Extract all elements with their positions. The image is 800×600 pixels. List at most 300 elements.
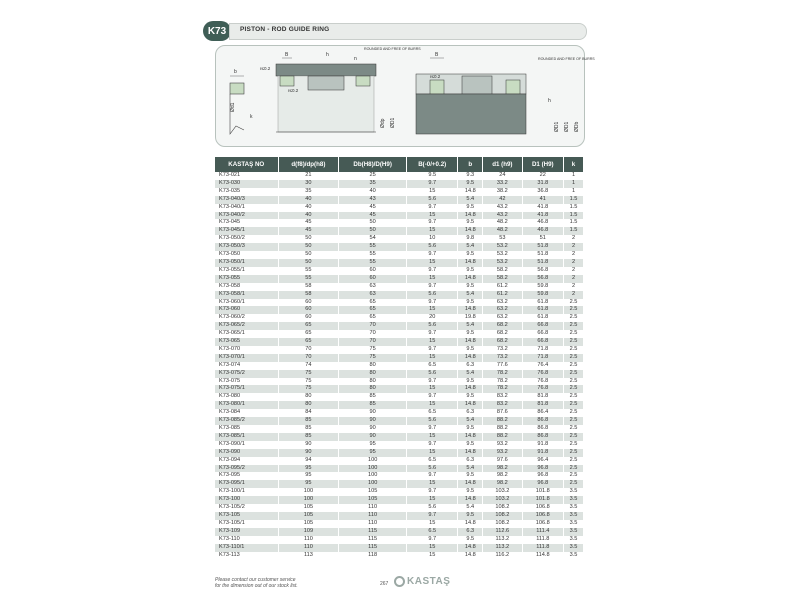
table-cell: 15 [407,275,458,283]
table-cell: 111.8 [522,536,564,544]
table-row [215,536,584,544]
table-row [215,314,584,322]
table-cell: 2.5 [564,417,584,425]
table-cell: 83.2 [483,393,522,401]
table-cell: 110 [278,544,339,552]
table-cell: 73.2 [483,346,522,354]
table-cell: 20 [407,314,458,322]
table-cell: 95 [339,449,407,457]
technical-drawing [215,45,595,147]
page-number: 267 [380,581,389,587]
table-cell: 6.5 [407,362,458,370]
table-cell: 9.5 [458,204,483,212]
table-cell: 5.4 [458,370,483,378]
table-cell: 36.8 [522,188,564,196]
table-cell: 2 [564,243,584,251]
table-cell: 50 [339,227,407,235]
table-cell: 115 [339,544,407,552]
table-cell: 105 [339,488,407,496]
table-cell: 9.7 [407,180,458,188]
table-cell: 15 [407,496,458,504]
part-number-cell: K73-113 [215,552,278,560]
table-cell: 50 [278,259,339,267]
table-header-row [215,157,584,172]
drawing-svg [216,46,595,146]
part-number-cell: K73-060/2 [215,314,278,322]
table-cell: 42 [483,196,522,204]
table-cell: 9.7 [407,378,458,386]
table-cell: 75 [278,370,339,378]
table-cell: 105 [278,512,339,520]
table-cell: 2.5 [564,346,584,354]
table-cell: 5.4 [458,243,483,251]
table-cell: 78.2 [483,370,522,378]
series-badge: K73 [203,21,231,41]
table-row [215,496,584,504]
table-cell: 9.5 [458,180,483,188]
table-cell: 75 [278,385,339,393]
table-cell: 2.5 [564,378,584,386]
table-row [215,441,584,449]
table-cell: 105 [339,496,407,504]
table-cell: 2.5 [564,457,584,465]
table-cell: 1.5 [564,227,584,235]
table-cell: 85 [278,425,339,433]
table-body [215,172,584,559]
footnote [215,577,298,589]
part-number-cell: K73-070/1 [215,354,278,362]
table-cell: 112.6 [483,528,522,536]
table-cell: 63 [339,291,407,299]
table-cell: 51.8 [522,251,564,259]
table-cell: 65 [278,330,339,338]
table-cell: 2.5 [564,306,584,314]
table-cell: 97.6 [483,457,522,465]
table-cell: 66.8 [522,330,564,338]
note-label-left: ROUNDED AND FREE OF BURRS [364,47,421,51]
table-cell: 58.2 [483,267,522,275]
part-number-cell: K73-058 [215,283,278,291]
table-cell: 6.3 [458,362,483,370]
table-cell: 93.2 [483,449,522,457]
table-cell: 70 [278,354,339,362]
table-cell: 15 [407,188,458,196]
part-number-cell: K73-035 [215,188,278,196]
table-cell: 55 [339,251,407,259]
table-cell: 3.5 [564,496,584,504]
table-cell: 2.5 [564,338,584,346]
table-cell: 76.8 [522,370,564,378]
table-cell: 1.5 [564,212,584,220]
table-cell: 15 [407,520,458,528]
table-cell: 9.7 [407,346,458,354]
table-cell: 105 [278,520,339,528]
table-row [215,267,584,275]
table-cell: 56.8 [522,275,564,283]
table-cell: 96.8 [522,480,564,488]
table-cell: 2 [564,251,584,259]
table-cell: 63.2 [483,314,522,322]
table-row [215,259,584,267]
table-cell: 65 [278,338,339,346]
table-row [215,528,584,536]
table-cell: 58 [278,283,339,291]
table-cell: 5.6 [407,465,458,473]
table-cell: 61.8 [522,306,564,314]
table-cell: 43.2 [483,204,522,212]
table-cell: 56.8 [522,267,564,275]
table-cell: 71.8 [522,354,564,362]
table-cell: 15 [407,306,458,314]
table-cell: 63.2 [483,306,522,314]
table-cell: 9.5 [458,251,483,259]
table-cell: 2.5 [564,362,584,370]
guide-ring-profile [230,69,253,134]
table-cell: 5.6 [407,417,458,425]
table-cell: 9.5 [458,472,483,480]
table-cell: 90 [278,449,339,457]
table-cell: 65 [339,306,407,314]
table-row [215,275,584,283]
table-cell: 106.8 [522,520,564,528]
table-cell: 1.5 [564,204,584,212]
table-cell: 118 [339,552,407,560]
table-cell: 14.8 [458,188,483,196]
table-cell: 70 [339,322,407,330]
table-cell: 45 [278,219,339,227]
table-cell: 15 [407,449,458,457]
title-bar [229,23,587,40]
table-cell: 5.4 [458,291,483,299]
rod-assembly [416,52,595,134]
table-cell: 86.8 [522,417,564,425]
table-row [215,488,584,496]
table-cell: 58 [278,291,339,299]
table-row [215,552,584,560]
part-number-cell: K73-065/2 [215,322,278,330]
dim-B-label: B [285,52,289,58]
table-cell: 80 [339,370,407,378]
table-cell: 108.2 [483,512,522,520]
dim-D1r-label: ØD1 [564,121,570,132]
table-cell: 41.8 [522,212,564,220]
table-cell: 1 [564,188,584,196]
footnote-line-1: Please contact our customer service [215,577,296,583]
table-cell: 80 [278,401,339,409]
table-cell: 15 [407,227,458,235]
table-cell: 2.5 [564,314,584,322]
table-cell: 110 [339,520,407,528]
table-cell: 86.4 [522,409,564,417]
table-cell: 50 [278,251,339,259]
table-cell: 85 [339,401,407,409]
col-header: d(f8)/dp(h8) [278,157,339,172]
part-number-cell: K73-100/1 [215,488,278,496]
table-cell: 86.8 [522,425,564,433]
table-cell: 53.2 [483,251,522,259]
table-row [215,172,584,180]
table-cell: 2.5 [564,433,584,441]
table-cell: 96.4 [522,457,564,465]
table-cell: 65 [339,299,407,307]
table-cell: 3.5 [564,488,584,496]
table-row [215,362,584,370]
part-number-cell: K73-055/1 [215,267,278,275]
table-row [215,338,584,346]
part-number-cell: K73-045 [215,219,278,227]
table-cell: 43.2 [483,212,522,220]
table-row [215,378,584,386]
table-cell: 105 [278,504,339,512]
table-cell: 100 [278,496,339,504]
dim-d1-label: Ød1 [230,102,236,112]
table-cell: 80 [339,362,407,370]
table-cell: 55 [339,243,407,251]
dim-k-label: k [250,114,253,120]
table-cell: 14.8 [458,212,483,220]
table-cell: 24 [483,172,522,180]
table-cell: 58.2 [483,275,522,283]
table-cell: 5.6 [407,504,458,512]
dim-h-label: h [326,52,329,58]
table-cell: 87.6 [483,409,522,417]
table-row [215,251,584,259]
table-cell: 94 [278,457,339,465]
table-cell: 98.2 [483,465,522,473]
table-cell: 19.8 [458,314,483,322]
table-cell: 9.7 [407,488,458,496]
part-number-cell: K73-105/2 [215,504,278,512]
table-cell: 40 [278,204,339,212]
table-cell: 45 [339,204,407,212]
table-cell: 14.8 [458,338,483,346]
table-cell: 71.8 [522,346,564,354]
table-cell: 110 [339,512,407,520]
table-cell: 5.4 [458,465,483,473]
part-number-cell: K73-080/1 [215,401,278,409]
table-row [215,520,584,528]
table-cell: 2.5 [564,322,584,330]
table-cell: 46.8 [522,219,564,227]
table-cell: 75 [339,346,407,354]
table-cell: 45 [278,227,339,235]
table-row [215,283,584,291]
table-cell: 15 [407,212,458,220]
table-cell: 55 [339,259,407,267]
table-cell: 55 [278,267,339,275]
table-cell: 75 [339,354,407,362]
table-cell: 2.5 [564,401,584,409]
table-cell: 9.5 [458,512,483,520]
table-cell: 53.2 [483,259,522,267]
dim-Db-label: ØDb [574,121,580,132]
table-cell: 2.5 [564,330,584,338]
table-cell: 2.5 [564,480,584,488]
table-cell: 25 [339,172,407,180]
table-cell: 108.2 [483,504,522,512]
part-number-cell: K73-090/1 [215,441,278,449]
part-number-cell: K73-060/1 [215,299,278,307]
part-number-cell: K73-040/1 [215,204,278,212]
table-cell: 9.5 [458,488,483,496]
part-number-cell: K73-058/1 [215,291,278,299]
col-header: d1 (h9) [483,157,522,172]
table-cell: 9.7 [407,472,458,480]
dim-dp-label: Ødp [380,118,386,128]
part-number-cell: K73-105/1 [215,520,278,528]
table-cell: 14.8 [458,227,483,235]
col-header: B(-0/+0.2) [407,157,458,172]
table-cell: 80 [278,393,339,401]
table-row [215,291,584,299]
table-cell: 9.5 [458,267,483,275]
table-cell: 30 [278,180,339,188]
table-cell: 85 [278,433,339,441]
table-cell: 9.5 [458,346,483,354]
dimension-table [215,157,584,559]
table-cell: 1 [564,172,584,180]
table-row [215,306,584,314]
radius-label-a: r≤0.2 [260,66,271,71]
table-cell: 3.5 [564,512,584,520]
part-number-cell: K73-040/3 [215,196,278,204]
part-number-cell: K73-109 [215,528,278,536]
table-cell: 5.4 [458,196,483,204]
table-cell: 100 [339,472,407,480]
table-cell: 41.8 [522,204,564,212]
part-number-cell: K73-110 [215,536,278,544]
table-cell: 5.6 [407,291,458,299]
table-cell: 66.8 [522,322,564,330]
table-cell: 9.7 [407,393,458,401]
table-cell: 2 [564,283,584,291]
table-cell: 113.2 [483,544,522,552]
part-number-cell: K73-095/1 [215,480,278,488]
part-number-cell: K73-105 [215,512,278,520]
table-cell: 15 [407,354,458,362]
table-row [215,401,584,409]
table-cell: 14.8 [458,306,483,314]
table-cell: 61.2 [483,283,522,291]
table-cell: 5.6 [407,196,458,204]
table-cell: 76.8 [522,385,564,393]
table-cell: 3.5 [564,544,584,552]
table-cell: 50 [278,243,339,251]
table-row [215,449,584,457]
part-number-cell: K73-085/2 [215,417,278,425]
logo-mark-icon [394,576,405,587]
table-cell: 2.5 [564,425,584,433]
table-cell: 22 [522,172,564,180]
table-cell: 9.7 [407,283,458,291]
table-cell: 88.2 [483,433,522,441]
table-cell: 59.8 [522,283,564,291]
table-cell: 96.8 [522,465,564,473]
part-number-cell: K73-050/2 [215,235,278,243]
table-cell: 59.8 [522,291,564,299]
table-cell: 98.2 [483,480,522,488]
table-cell: 9.5 [407,172,458,180]
table-row [215,354,584,362]
table-cell: 9.5 [458,378,483,386]
table-cell: 9.8 [458,235,483,243]
table-cell: 9.7 [407,204,458,212]
table-cell: 100 [278,488,339,496]
table-cell: 1.5 [564,196,584,204]
table-cell: 3.5 [564,528,584,536]
table-cell: 9.5 [458,283,483,291]
part-number-cell: K73-045/1 [215,227,278,235]
dim-n-label: n [354,56,357,62]
table-row [215,299,584,307]
table-cell: 46.8 [522,227,564,235]
part-number-cell: K73-074 [215,362,278,370]
table-cell: 14.8 [458,480,483,488]
table-cell: 110 [278,536,339,544]
table-cell: 10 [407,235,458,243]
table-cell: 81.8 [522,393,564,401]
table-cell: 73.2 [483,354,522,362]
table-cell: 6.5 [407,409,458,417]
dim-B-right-label: B [435,52,439,58]
table-cell: 110 [339,504,407,512]
table-cell: 96.8 [522,472,564,480]
table-cell: 40 [278,212,339,220]
table-cell: 1 [564,180,584,188]
table-cell: 74 [278,362,339,370]
table-cell: 9.7 [407,512,458,520]
table-cell: 2 [564,291,584,299]
table-cell: 80 [339,385,407,393]
table-cell: 41 [522,196,564,204]
table-cell: 9.3 [458,172,483,180]
table-cell: 15 [407,544,458,552]
table-cell: 33.2 [483,180,522,188]
part-number-cell: K73-085 [215,425,278,433]
table-row [215,235,584,243]
col-header: Db(H8)/D(H9) [339,157,407,172]
table-row [215,425,584,433]
table-cell: 90 [278,441,339,449]
table-row [215,180,584,188]
table-cell: 77.6 [483,362,522,370]
table-cell: 3.5 [564,520,584,528]
table-cell: 98.2 [483,472,522,480]
company-logo [394,576,450,587]
table-cell: 45 [339,212,407,220]
table-cell: 78.2 [483,378,522,386]
table-cell: 60 [278,306,339,314]
table-row [215,472,584,480]
part-number-cell: K73-075 [215,378,278,386]
table-cell: 83.2 [483,401,522,409]
table-cell: 80 [339,378,407,386]
part-number-cell: K73-080 [215,393,278,401]
table-row [215,409,584,417]
table-row [215,322,584,330]
table-cell: 15 [407,259,458,267]
table-cell: 68.2 [483,330,522,338]
table-cell: 6.3 [458,528,483,536]
table-row [215,204,584,212]
table-cell: 95 [339,441,407,449]
table-cell: 38.2 [483,188,522,196]
table-cell: 14.8 [458,552,483,560]
table-cell: 2.5 [564,449,584,457]
part-number-cell: K73-050 [215,251,278,259]
table-cell: 5.4 [458,322,483,330]
table-cell: 15 [407,401,458,409]
